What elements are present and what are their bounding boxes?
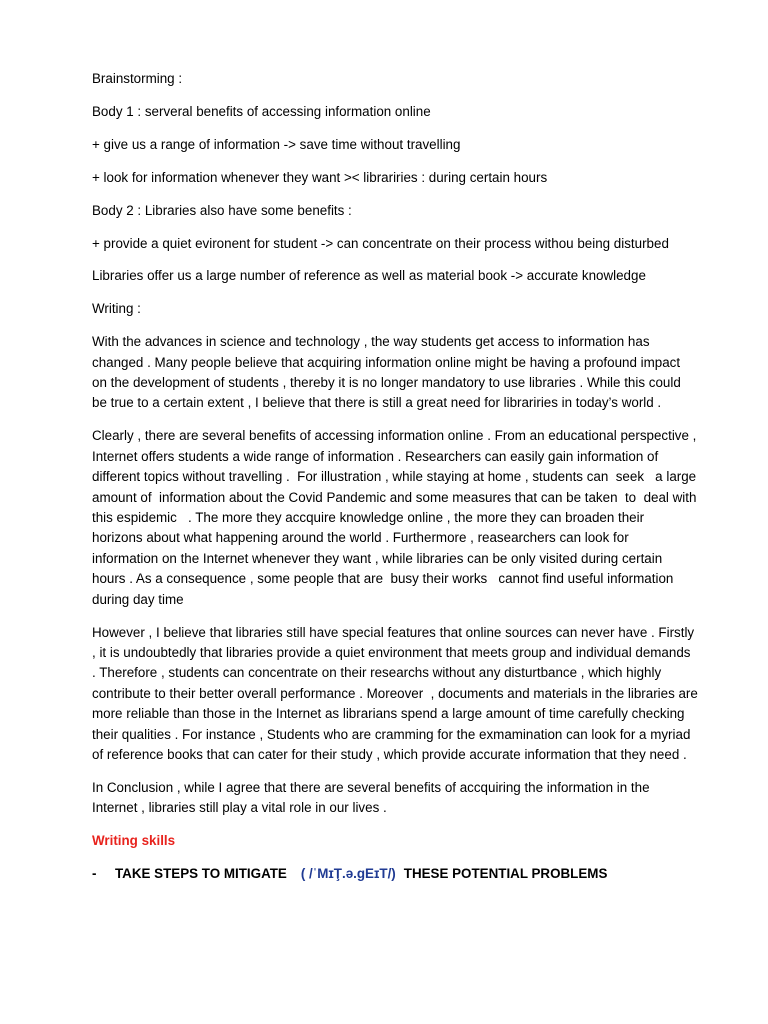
essay-conclusion: In Conclusion , while I agree that there are several benefits of accquiring the information in the Internet , libraries still play a vital role in our lives . (92, 779, 654, 816)
body2-point-1: + provide a quiet evironent for student -> can concentrate on their process withou being disturbed (92, 235, 669, 251)
body1-point-2: + look for information whenever they want >< librariries : during certain hours (92, 169, 548, 185)
body1-summary: Body 1 : serveral benefits of accessing information online (92, 103, 431, 119)
writing-heading: Writing : (92, 301, 141, 317)
essay-introduction: With the advances in science and technology , the way students get access to information has changed . Many people believe that acquiring information online might be having a profound impact on the development of students , thereby it is no longer mandatory to use libraries . While this could be true to a certain extent , I believe that there is still a great need for librariries in today’s world . (92, 334, 685, 411)
brainstorming-heading: Brainstorming : (92, 71, 183, 86)
list-dash: - (92, 865, 97, 881)
skill-phrase-rest: THESE POTENTIAL PROBLEMS (403, 865, 608, 881)
body2-summary: Body 2 : Libraries also have some benefits : (92, 202, 352, 218)
body2-point-2: Libraries offer us a large number of reference as well as material book -> accurate knowledge (92, 268, 646, 284)
writing-skill-item (92, 864, 698, 884)
skill-phrase: TAKE STEPS TO MITIGATE (115, 865, 287, 881)
essay-body-2: However , I believe that libraries still have special features that online sources can never have . Firstly , it is undoubtedly that libraries provide a quiet environment that meets group and individual demands . Therefore , students can concentrate on their researchs without any disturtbance , which highly contribute to their better overall performance . Moreover , documents and materials in the libraries are more reliable than those in the Internet as librarians spend a large amount of time carefully checking their qualities . For instance , Students who are cramming for the exmamination can look for a myriad of reference books that can cater for their study , which provide accurate information that they need . (92, 624, 702, 762)
writing-skills-heading: Writing skills (92, 833, 176, 849)
phonetic-transcription: ( /ˈMɪŢ.ə.gEɪT/) (300, 865, 396, 881)
body1-point-1: + give us a range of information -> save time without travelling (92, 136, 461, 152)
essay-body-1: Clearly , there are several benefits of accessing information online . From an educational perspective , Internet offers students a wide range of information . Researchers can easily gain information of different topics without travelling . For illustration , while staying at home , students can seek a large amount of information about the Covid Pandemic and some measures that can be taken to deal with this espidemic . The more they accquire knowledge online , the more they can broaden their horizons about what happening around the world . Furthermore , reasearchers can look for information on the Internet whenever they want , while libraries can be only visited during certain hours . As a consequence , some people that are busy their works cannot find useful information during day time (92, 428, 701, 607)
